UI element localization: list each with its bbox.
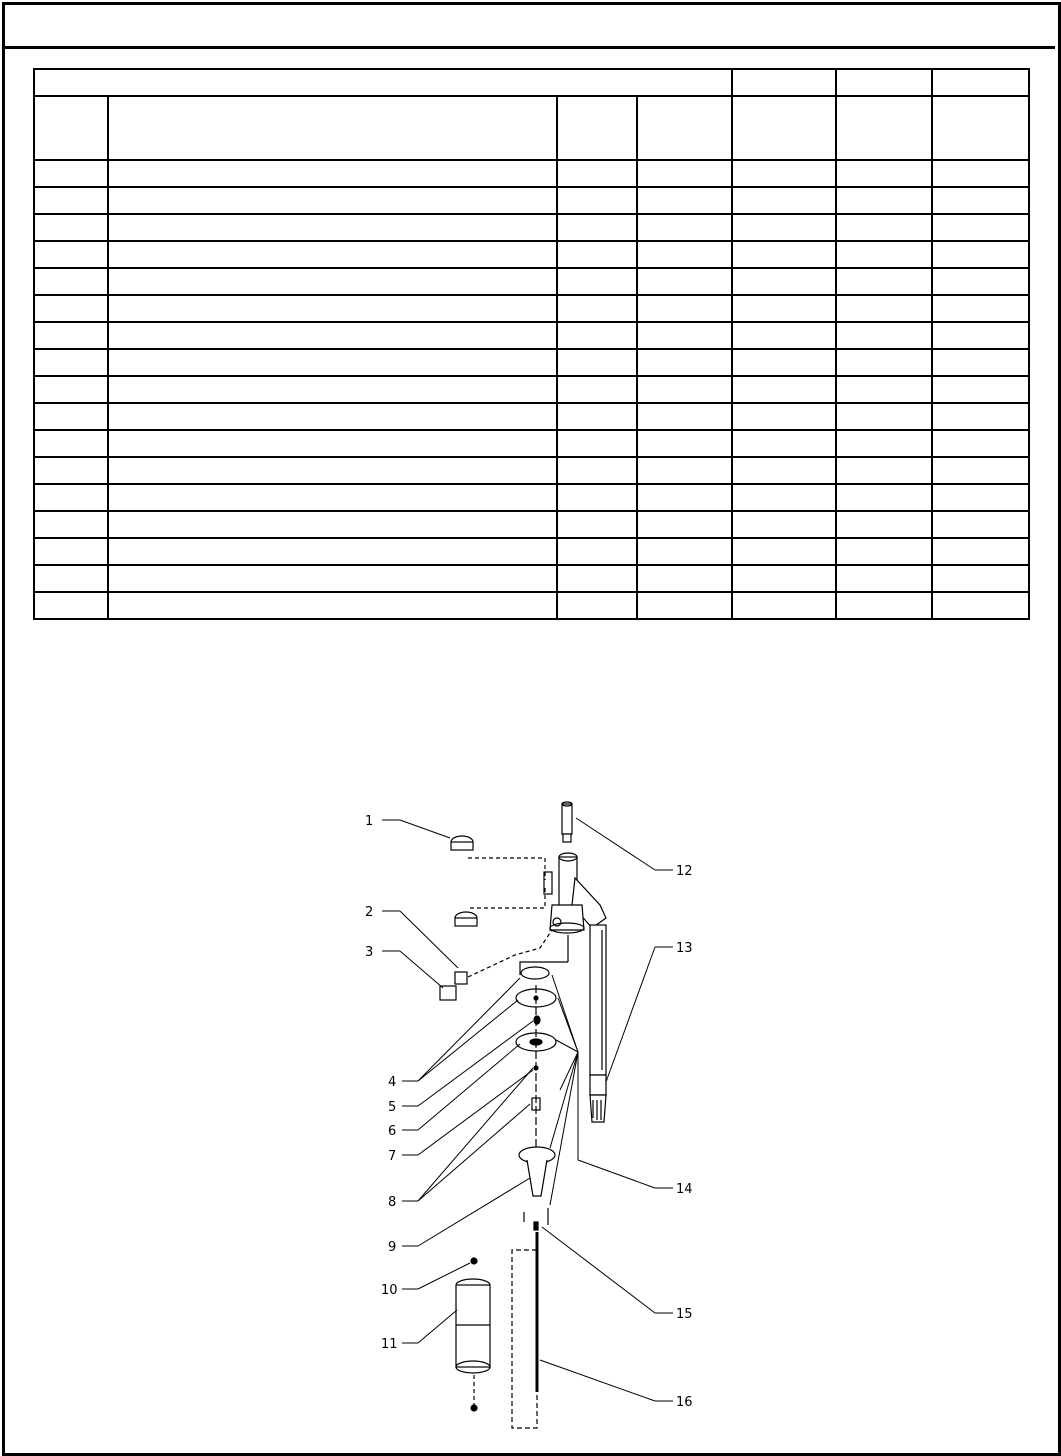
part-riser-assembly — [544, 853, 606, 1122]
callout-labels — [365, 814, 693, 1410]
callout-2: 2 — [365, 905, 374, 920]
callout-3: 3 — [365, 945, 374, 960]
callout-5: 5 — [388, 1100, 397, 1115]
callout-7: 7 — [388, 1149, 397, 1164]
part-float — [456, 1258, 490, 1411]
callout-16: 16 — [676, 1395, 693, 1410]
callout-12: 12 — [676, 864, 693, 879]
callout-8: 8 — [388, 1195, 397, 1210]
callout-6: 6 — [388, 1124, 397, 1139]
part-vent-tube — [562, 802, 572, 842]
part-clamps — [451, 836, 545, 926]
callout-4: 4 — [388, 1075, 397, 1090]
callout-1: 1 — [365, 814, 374, 829]
callout-9: 9 — [388, 1240, 397, 1255]
callout-11: 11 — [381, 1337, 398, 1352]
part-rod — [512, 1222, 538, 1428]
part-float-housing — [519, 1147, 555, 1225]
callout-14: 14 — [676, 1182, 693, 1197]
callout-10: 10 — [381, 1283, 398, 1298]
callout-13: 13 — [676, 941, 693, 956]
callout-15: 15 — [676, 1307, 693, 1322]
callout-leader-lines — [382, 818, 673, 1401]
